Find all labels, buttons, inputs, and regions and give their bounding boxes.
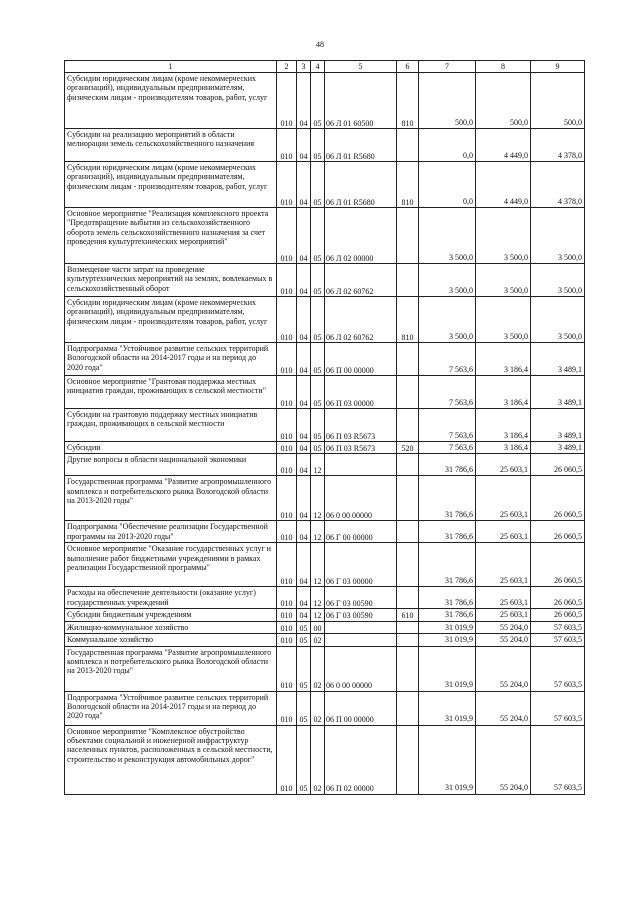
code-expense-type (397, 621, 419, 633)
amount-col7: 7 563,6 (419, 376, 476, 409)
table-row (65, 621, 585, 633)
column-header: 5 (325, 61, 397, 73)
code-target-article: 06 Л 02 60762 (325, 297, 397, 343)
row-name: Основное мероприятие "Оказание государственных услуг и выполнение работ бюджетными учреждениями в рамках реализации Государственной программы" (65, 543, 277, 587)
code-section: 05 (297, 646, 311, 691)
row-name: Жилищно-коммунальное хозяйство (65, 621, 277, 633)
amount-col8: 3 186,4 (476, 442, 531, 454)
amount-col8: 25 603,1 (476, 587, 531, 609)
amount-col7: 31 786,6 (419, 587, 476, 609)
table-row (65, 129, 585, 162)
amount-col7: 31 786,6 (419, 454, 476, 476)
code-subsection: 05 (311, 73, 325, 129)
code-ministry: 010 (277, 521, 297, 543)
row-name: Субсидии на грантовую поддержку местных инициатив граждан, проживающих в сельской местности (65, 409, 277, 442)
row-name: Возмещение части затрат на проведение культуртехнических мероприятий на землях, вовлекаемых в сельскохозяйственный оборот (65, 264, 277, 297)
column-header: 9 (531, 61, 585, 73)
code-expense-type (397, 521, 419, 543)
code-ministry: 010 (277, 587, 297, 609)
code-section: 04 (297, 208, 311, 264)
amount-col7: 7 563,6 (419, 343, 476, 376)
code-ministry: 010 (277, 129, 297, 162)
code-section: 04 (297, 162, 311, 208)
row-name: Коммунальное хозяйство (65, 634, 277, 646)
column-header: 1 (65, 61, 277, 73)
amount-col8: 4 449,0 (476, 162, 531, 208)
code-expense-type: 810 (397, 162, 419, 208)
code-expense-type: 520 (397, 442, 419, 454)
table-row (65, 409, 585, 442)
code-target-article: 06 П 02 00000 (325, 725, 397, 794)
table-row (65, 543, 585, 587)
row-name: Государственная программа "Развитие агропромышленного комплекса и потребительского рынка Вологодской области на 2013-2020 годы" (65, 646, 277, 691)
code-target-article: 06 П 03 R5673 (325, 442, 397, 454)
table-row (65, 476, 585, 521)
table-row (65, 264, 585, 297)
code-section: 04 (297, 409, 311, 442)
row-name: Субсидии на реализацию мероприятий в области мелиорации земель сельскохозяйственного назначения (65, 129, 277, 162)
amount-col8: 25 603,1 (476, 476, 531, 521)
code-section: 05 (297, 621, 311, 633)
row-name: Основное мероприятие "Грантовая поддержка местных инициатив граждан, проживающих в сельской местности" (65, 376, 277, 409)
code-subsection: 12 (311, 543, 325, 587)
code-subsection: 05 (311, 376, 325, 409)
code-subsection: 12 (311, 476, 325, 521)
code-ministry: 010 (277, 264, 297, 297)
column-header: 2 (277, 61, 297, 73)
code-section: 05 (297, 691, 311, 725)
table-row (65, 73, 585, 129)
column-header: 7 (419, 61, 476, 73)
code-ministry: 010 (277, 376, 297, 409)
table-row (65, 725, 585, 794)
row-name: Государственная программа "Развитие агропромышленного комплекса и потребительского рынка Вологодской области на 2013-2020 годы" (65, 476, 277, 521)
table-row (65, 208, 585, 264)
amount-col8: 55 204,0 (476, 646, 531, 691)
table-row (65, 297, 585, 343)
code-target-article: 06 Г 03 00000 (325, 543, 397, 587)
amount-col8: 55 204,0 (476, 691, 531, 725)
amount-col8: 500,0 (476, 73, 531, 129)
row-name: Подпрограмма "Устойчивое развитие сельских территорий Вологодской области на 2014-2017 годы и на период до 2020 года" (65, 343, 277, 376)
amount-col9: 26 060,5 (531, 587, 585, 609)
code-expense-type (397, 129, 419, 162)
column-header: 3 (297, 61, 311, 73)
code-expense-type (397, 691, 419, 725)
amount-col9: 57 603,5 (531, 621, 585, 633)
amount-col9: 4 378,0 (531, 162, 585, 208)
code-ministry: 010 (277, 609, 297, 621)
code-section: 04 (297, 609, 311, 621)
code-section: 04 (297, 442, 311, 454)
code-target-article: 06 П 03 R5673 (325, 409, 397, 442)
code-target-article: 06 Л 01 R5680 (325, 129, 397, 162)
table-row (65, 376, 585, 409)
code-ministry: 010 (277, 691, 297, 725)
amount-col7: 3 500,0 (419, 208, 476, 264)
code-subsection: 12 (311, 454, 325, 476)
amount-col9: 4 378,0 (531, 129, 585, 162)
table-row (65, 634, 585, 646)
amount-col8: 55 204,0 (476, 621, 531, 633)
amount-col7: 31 019,9 (419, 621, 476, 633)
code-section: 04 (297, 129, 311, 162)
amount-col8: 3 500,0 (476, 208, 531, 264)
amount-col9: 26 060,5 (531, 521, 585, 543)
row-name: Подпрограмма "Устойчивое развитие сельских территорий Вологодской области на 2014-2017 годы и на период до 2020 года" (65, 691, 277, 725)
code-section: 04 (297, 521, 311, 543)
amount-col7: 31 786,6 (419, 521, 476, 543)
code-subsection: 05 (311, 442, 325, 454)
code-target-article: 06 Л 02 60762 (325, 264, 397, 297)
code-ministry: 010 (277, 343, 297, 376)
code-target-article: 06 Г 00 00000 (325, 521, 397, 543)
code-subsection: 02 (311, 725, 325, 794)
amount-col8: 3 186,4 (476, 343, 531, 376)
code-ministry: 010 (277, 208, 297, 264)
code-ministry: 010 (277, 454, 297, 476)
column-header: 6 (397, 61, 419, 73)
table-row (65, 691, 585, 725)
code-section: 05 (297, 634, 311, 646)
code-expense-type (397, 376, 419, 409)
code-section: 04 (297, 73, 311, 129)
row-name: Подпрограмма "Обеспечение реализации Государственной программы на 2013-2020 годы" (65, 521, 277, 543)
table-body (65, 73, 585, 795)
amount-col8: 55 204,0 (476, 725, 531, 794)
amount-col8: 3 500,0 (476, 297, 531, 343)
amount-col8: 25 603,1 (476, 543, 531, 587)
code-ministry: 010 (277, 634, 297, 646)
amount-col9: 26 060,5 (531, 454, 585, 476)
amount-col9: 26 060,5 (531, 543, 585, 587)
amount-col7: 31 019,9 (419, 634, 476, 646)
table-row (65, 646, 585, 691)
code-target-article: 06 П 00 00000 (325, 691, 397, 725)
amount-col9: 57 603,5 (531, 646, 585, 691)
amount-col9: 3 489,1 (531, 409, 585, 442)
code-expense-type (397, 587, 419, 609)
row-name: Основное мероприятие "Комплексное обустройство объектами социальной и инженерной инфраструктур населенных пунктов, расположенных в сельской местности, строительство и реконструкция автомобильных дорог" (65, 725, 277, 794)
code-target-article: 06 Л 01 60500 (325, 73, 397, 129)
code-expense-type (397, 634, 419, 646)
code-expense-type (397, 343, 419, 376)
code-ministry: 010 (277, 646, 297, 691)
amount-col7: 31 019,9 (419, 725, 476, 794)
code-target-article: 06 П 03 00000 (325, 376, 397, 409)
code-section: 04 (297, 297, 311, 343)
amount-col9: 3 500,0 (531, 297, 585, 343)
code-expense-type (397, 409, 419, 442)
row-name: Субсидии (65, 442, 277, 454)
amount-col7: 31 786,6 (419, 609, 476, 621)
code-subsection: 05 (311, 297, 325, 343)
amount-col9: 500,0 (531, 73, 585, 129)
table-row (65, 343, 585, 376)
amount-col8: 25 603,1 (476, 609, 531, 621)
amount-col8: 3 186,4 (476, 409, 531, 442)
code-section: 04 (297, 476, 311, 521)
row-name: Основное мероприятие "Реализация комплексного проекта "Предотвращение выбытия из сельскохозяйственного оборота земель сельскохозяйственного назначения за счет проведения культуртехнических мероприятий" (65, 208, 277, 264)
amount-col9: 57 603,5 (531, 691, 585, 725)
code-expense-type: 810 (397, 297, 419, 343)
amount-col7: 31 786,6 (419, 543, 476, 587)
code-ministry: 010 (277, 543, 297, 587)
code-expense-type (397, 725, 419, 794)
amount-col8: 25 603,1 (476, 521, 531, 543)
code-subsection: 02 (311, 646, 325, 691)
code-subsection: 12 (311, 609, 325, 621)
amount-col8: 4 449,0 (476, 129, 531, 162)
amount-col9: 3 489,1 (531, 343, 585, 376)
row-name: Субсидии бюджетным учреждениям (65, 609, 277, 621)
budget-table (64, 60, 585, 795)
amount-col7: 0,0 (419, 162, 476, 208)
code-section: 04 (297, 587, 311, 609)
amount-col7: 31 019,9 (419, 691, 476, 725)
amount-col9: 3 489,1 (531, 376, 585, 409)
amount-col9: 57 603,5 (531, 634, 585, 646)
code-subsection: 05 (311, 162, 325, 208)
amount-col9: 3 489,1 (531, 442, 585, 454)
code-subsection: 05 (311, 343, 325, 376)
code-ministry: 010 (277, 476, 297, 521)
code-expense-type (397, 208, 419, 264)
code-expense-type (397, 454, 419, 476)
row-name: Другие вопросы в области национальной экономики (65, 454, 277, 476)
code-ministry: 010 (277, 621, 297, 633)
column-header: 8 (476, 61, 531, 73)
amount-col9: 3 500,0 (531, 264, 585, 297)
code-subsection: 00 (311, 621, 325, 633)
code-section: 04 (297, 376, 311, 409)
amount-col7: 500,0 (419, 73, 476, 129)
code-ministry: 010 (277, 442, 297, 454)
amount-col8: 3 186,4 (476, 376, 531, 409)
code-target-article (325, 621, 397, 633)
row-name: Субсидии юридическим лицам (кроме некоммерческих организаций), индивидуальным предпринимателям, физическим лицам - производителям товаров, работ, услуг (65, 162, 277, 208)
code-subsection: 05 (311, 409, 325, 442)
table-row (65, 162, 585, 208)
code-expense-type (397, 264, 419, 297)
row-name: Субсидии юридическим лицам (кроме некоммерческих организаций), индивидуальным предпринимателям, физическим лицам - производителям товаров, работ, услуг (65, 73, 277, 129)
code-target-article: 06 П 00 00000 (325, 343, 397, 376)
amount-col8: 25 603,1 (476, 454, 531, 476)
code-section: 04 (297, 264, 311, 297)
code-target-article: 06 Г 03 00590 (325, 587, 397, 609)
row-name: Субсидии юридическим лицам (кроме некоммерческих организаций), индивидуальным предпринимателям, физическим лицам - производителям товаров, работ, услуг (65, 297, 277, 343)
code-subsection: 02 (311, 691, 325, 725)
code-subsection: 12 (311, 521, 325, 543)
code-subsection: 02 (311, 634, 325, 646)
code-ministry: 010 (277, 297, 297, 343)
amount-col8: 3 500,0 (476, 264, 531, 297)
code-section: 04 (297, 343, 311, 376)
code-ministry: 010 (277, 409, 297, 442)
code-ministry: 010 (277, 725, 297, 794)
amount-col7: 7 563,6 (419, 409, 476, 442)
amount-col7: 7 563,6 (419, 442, 476, 454)
code-target-article: 06 0 00 00000 (325, 646, 397, 691)
amount-col9: 57 603,5 (531, 725, 585, 794)
amount-col8: 55 204,0 (476, 634, 531, 646)
amount-col9: 26 060,5 (531, 476, 585, 521)
code-section: 04 (297, 543, 311, 587)
code-subsection: 12 (311, 587, 325, 609)
row-name: Расходы на обеспечение деятельности (оказание услуг) государственных учреждений (65, 587, 277, 609)
amount-col9: 3 500,0 (531, 208, 585, 264)
page-number: 48 (316, 40, 324, 49)
amount-col7: 3 500,0 (419, 297, 476, 343)
code-ministry: 010 (277, 73, 297, 129)
code-target-article (325, 634, 397, 646)
code-ministry: 010 (277, 162, 297, 208)
code-target-article (325, 454, 397, 476)
code-section: 04 (297, 454, 311, 476)
amount-col7: 0,0 (419, 129, 476, 162)
code-subsection: 05 (311, 264, 325, 297)
table-row (65, 521, 585, 543)
code-target-article: 06 Л 01 R5680 (325, 162, 397, 208)
column-header: 4 (311, 61, 325, 73)
code-target-article: 06 Г 03 00590 (325, 609, 397, 621)
amount-col9: 26 060,5 (531, 609, 585, 621)
code-target-article: 06 Л 02 00000 (325, 208, 397, 264)
code-expense-type (397, 476, 419, 521)
amount-col7: 31 786,6 (419, 476, 476, 521)
amount-col7: 3 500,0 (419, 264, 476, 297)
table-row (65, 454, 585, 476)
header-row (65, 61, 585, 73)
code-section: 05 (297, 725, 311, 794)
amount-col7: 31 019,9 (419, 646, 476, 691)
code-expense-type (397, 543, 419, 587)
code-expense-type: 610 (397, 609, 419, 621)
code-target-article: 06 0 00 00000 (325, 476, 397, 521)
table-row (65, 442, 585, 454)
code-expense-type (397, 646, 419, 691)
code-expense-type: 810 (397, 73, 419, 129)
code-subsection: 05 (311, 129, 325, 162)
table-row (65, 587, 585, 609)
code-subsection: 05 (311, 208, 325, 264)
table-row (65, 609, 585, 621)
